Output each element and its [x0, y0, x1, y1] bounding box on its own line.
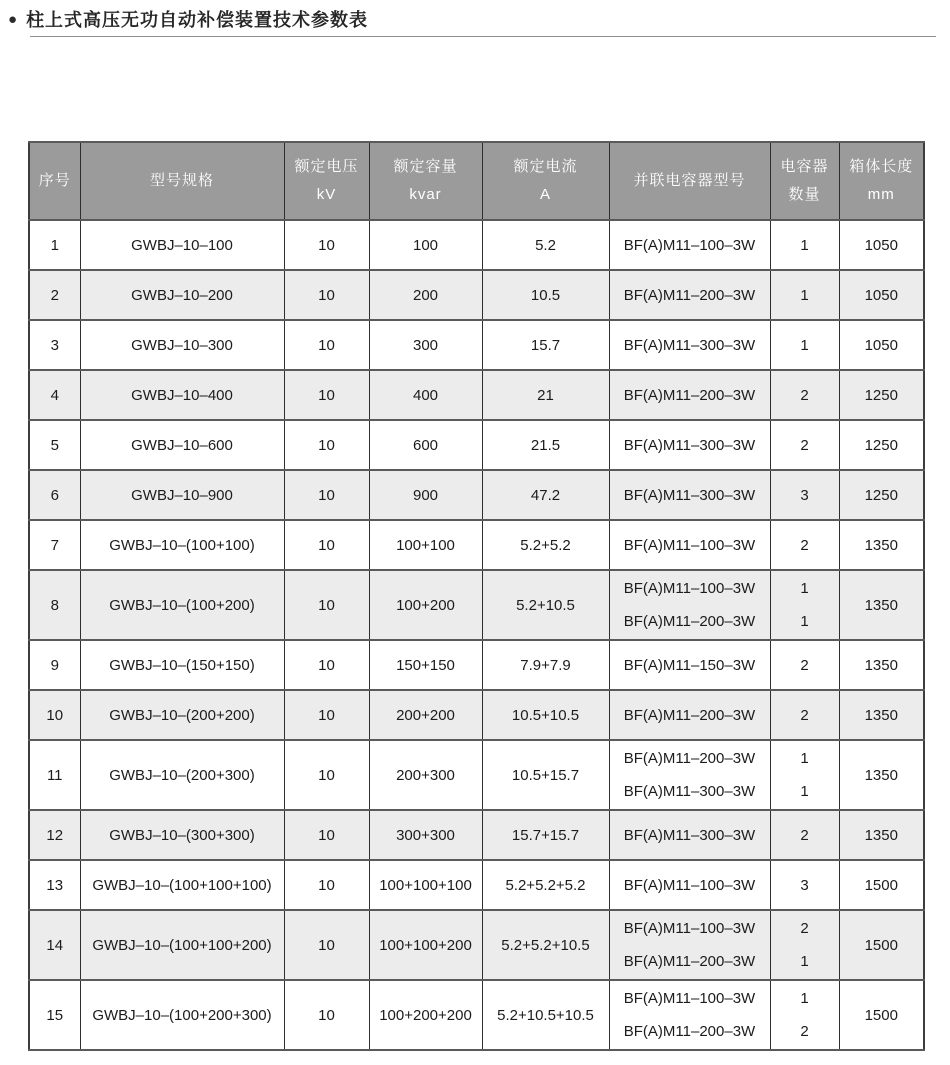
cell-box-length: 1050 — [839, 270, 924, 320]
cell-rated-capacity: 100+200 — [369, 570, 482, 640]
cell-serial-number: 14 — [29, 910, 80, 980]
cell-capacitor-quantity: 3 — [770, 860, 839, 910]
cell-model: GWBJ–10–(200+300) — [80, 740, 284, 810]
cell-rated-voltage: 10 — [284, 980, 369, 1050]
cell-serial-number: 3 — [29, 320, 80, 370]
cell-rated-capacity: 150+150 — [369, 640, 482, 690]
cell-capacitor-quantity: 1 1 — [770, 740, 839, 810]
cell-box-length: 1250 — [839, 470, 924, 520]
cell-capacitor-quantity: 2 — [770, 520, 839, 570]
cell-serial-number: 9 — [29, 640, 80, 690]
cell-rated-current: 10.5+15.7 — [482, 740, 609, 810]
cell-model: GWBJ–10–(100+100+200) — [80, 910, 284, 980]
table-row — [29, 220, 924, 270]
cell-rated-voltage: 10 — [284, 420, 369, 470]
cell-model: GWBJ–10–(100+100+100) — [80, 860, 284, 910]
cell-capacitor-model: BF(A)M11–200–3W — [609, 270, 770, 320]
column-header: 额定电压 kV — [284, 142, 369, 220]
cell-capacitor-quantity: 1 — [770, 270, 839, 320]
cell-box-length: 1350 — [839, 740, 924, 810]
cell-rated-current: 5.2+5.2+10.5 — [482, 910, 609, 980]
cell-rated-capacity: 100 — [369, 220, 482, 270]
table-row — [29, 470, 924, 520]
cell-capacitor-quantity: 3 — [770, 470, 839, 520]
cell-rated-voltage: 10 — [284, 690, 369, 740]
bullet-icon: ● — [8, 10, 18, 28]
cell-capacitor-model: BF(A)M11–100–3W BF(A)M11–200–3W — [609, 980, 770, 1050]
cell-model: GWBJ–10–100 — [80, 220, 284, 270]
cell-capacitor-model: BF(A)M11–200–3W BF(A)M11–300–3W — [609, 740, 770, 810]
cell-rated-current: 21 — [482, 370, 609, 420]
cell-rated-voltage: 10 — [284, 320, 369, 370]
cell-rated-current: 15.7+15.7 — [482, 810, 609, 860]
cell-rated-capacity: 100+100+100 — [369, 860, 482, 910]
cell-serial-number: 7 — [29, 520, 80, 570]
cell-rated-capacity: 600 — [369, 420, 482, 470]
cell-rated-capacity: 300+300 — [369, 810, 482, 860]
cell-rated-voltage: 10 — [284, 370, 369, 420]
cell-capacitor-model: BF(A)M11–300–3W — [609, 470, 770, 520]
cell-model: GWBJ–10–(200+200) — [80, 690, 284, 740]
cell-box-length: 1500 — [839, 910, 924, 980]
cell-rated-capacity: 900 — [369, 470, 482, 520]
cell-rated-current: 5.2+5.2+5.2 — [482, 860, 609, 910]
cell-capacitor-quantity: 2 — [770, 690, 839, 740]
cell-rated-voltage: 10 — [284, 470, 369, 520]
cell-rated-voltage: 10 — [284, 860, 369, 910]
cell-serial-number: 8 — [29, 570, 80, 640]
cell-serial-number: 15 — [29, 980, 80, 1050]
cell-rated-voltage: 10 — [284, 520, 369, 570]
cell-model: GWBJ–10–(100+200+300) — [80, 980, 284, 1050]
cell-box-length: 1500 — [839, 860, 924, 910]
cell-rated-capacity: 200+300 — [369, 740, 482, 810]
cell-rated-capacity: 100+200+200 — [369, 980, 482, 1050]
cell-capacitor-quantity: 1 — [770, 220, 839, 270]
column-header: 并联电容器型号 — [609, 142, 770, 220]
column-header: 额定容量 kvar — [369, 142, 482, 220]
table-head-row — [29, 142, 924, 220]
cell-rated-current: 21.5 — [482, 420, 609, 470]
cell-capacitor-quantity: 1 1 — [770, 570, 839, 640]
cell-rated-capacity: 400 — [369, 370, 482, 420]
cell-rated-voltage: 10 — [284, 570, 369, 640]
cell-serial-number: 11 — [29, 740, 80, 810]
table-row — [29, 640, 924, 690]
cell-capacitor-model: BF(A)M11–200–3W — [609, 690, 770, 740]
cell-box-length: 1350 — [839, 520, 924, 570]
table-row — [29, 690, 924, 740]
table-row — [29, 320, 924, 370]
cell-capacitor-quantity: 2 — [770, 420, 839, 470]
cell-capacitor-model: BF(A)M11–100–3W — [609, 520, 770, 570]
cell-box-length: 1050 — [839, 320, 924, 370]
column-header: 电容器 数量 — [770, 142, 839, 220]
cell-capacitor-model: BF(A)M11–100–3W — [609, 860, 770, 910]
cell-box-length: 1350 — [839, 640, 924, 690]
title-bar — [0, 0, 950, 32]
cell-serial-number: 4 — [29, 370, 80, 420]
cell-rated-capacity: 300 — [369, 320, 482, 370]
cell-capacitor-quantity: 2 — [770, 640, 839, 690]
cell-capacitor-quantity: 1 — [770, 320, 839, 370]
cell-rated-current: 10.5 — [482, 270, 609, 320]
cell-rated-current: 5.2+10.5+10.5 — [482, 980, 609, 1050]
cell-rated-voltage: 10 — [284, 910, 369, 980]
cell-rated-current: 47.2 — [482, 470, 609, 520]
cell-rated-capacity: 100+100 — [369, 520, 482, 570]
cell-rated-capacity: 200 — [369, 270, 482, 320]
cell-capacitor-model: BF(A)M11–300–3W — [609, 320, 770, 370]
cell-rated-capacity: 100+100+200 — [369, 910, 482, 980]
cell-rated-capacity: 200+200 — [369, 690, 482, 740]
table-row — [29, 370, 924, 420]
cell-serial-number: 2 — [29, 270, 80, 320]
cell-serial-number: 10 — [29, 690, 80, 740]
page-title: 柱上式高压无功自动补偿装置技术参数表 — [26, 10, 369, 30]
cell-model: GWBJ–10–(150+150) — [80, 640, 284, 690]
cell-model: GWBJ–10–400 — [80, 370, 284, 420]
cell-serial-number: 13 — [29, 860, 80, 910]
cell-rated-current: 5.2+5.2 — [482, 520, 609, 570]
table-wrap — [28, 141, 923, 1051]
cell-capacitor-model: BF(A)M11–300–3W — [609, 810, 770, 860]
cell-serial-number: 5 — [29, 420, 80, 470]
cell-serial-number: 6 — [29, 470, 80, 520]
column-header: 箱体长度 mm — [839, 142, 924, 220]
cell-model: GWBJ–10–300 — [80, 320, 284, 370]
cell-model: GWBJ–10–900 — [80, 470, 284, 520]
cell-capacitor-model: BF(A)M11–100–3W BF(A)M11–200–3W — [609, 910, 770, 980]
table-row — [29, 910, 924, 980]
cell-capacitor-quantity: 2 1 — [770, 910, 839, 980]
table-row — [29, 810, 924, 860]
cell-serial-number: 1 — [29, 220, 80, 270]
cell-rated-voltage: 10 — [284, 640, 369, 690]
cell-box-length: 1350 — [839, 570, 924, 640]
cell-box-length: 1500 — [839, 980, 924, 1050]
table-row — [29, 270, 924, 320]
cell-model: GWBJ–10–600 — [80, 420, 284, 470]
cell-rated-current: 7.9+7.9 — [482, 640, 609, 690]
table-row — [29, 570, 924, 640]
cell-box-length: 1350 — [839, 810, 924, 860]
table-row — [29, 860, 924, 910]
column-header: 额定电流 A — [482, 142, 609, 220]
title-divider — [30, 36, 936, 37]
cell-serial-number: 12 — [29, 810, 80, 860]
cell-rated-voltage: 10 — [284, 810, 369, 860]
cell-box-length: 1250 — [839, 420, 924, 470]
cell-rated-current: 5.2+10.5 — [482, 570, 609, 640]
table-row — [29, 740, 924, 810]
cell-box-length: 1050 — [839, 220, 924, 270]
cell-rated-voltage: 10 — [284, 740, 369, 810]
table-row — [29, 520, 924, 570]
cell-capacitor-model: BF(A)M11–100–3W — [609, 220, 770, 270]
cell-capacitor-model: BF(A)M11–200–3W — [609, 370, 770, 420]
column-header: 型号规格 — [80, 142, 284, 220]
column-header: 序号 — [29, 142, 80, 220]
cell-capacitor-model: BF(A)M11–150–3W — [609, 640, 770, 690]
table-body — [29, 220, 924, 1050]
cell-capacitor-quantity: 2 — [770, 810, 839, 860]
cell-rated-current: 5.2 — [482, 220, 609, 270]
cell-capacitor-quantity: 1 2 — [770, 980, 839, 1050]
cell-model: GWBJ–10–(100+100) — [80, 520, 284, 570]
cell-box-length: 1250 — [839, 370, 924, 420]
cell-model: GWBJ–10–200 — [80, 270, 284, 320]
cell-rated-voltage: 10 — [284, 220, 369, 270]
cell-rated-voltage: 10 — [284, 270, 369, 320]
cell-capacitor-model: BF(A)M11–300–3W — [609, 420, 770, 470]
table-row — [29, 420, 924, 470]
cell-capacitor-quantity: 2 — [770, 370, 839, 420]
cell-model: GWBJ–10–(100+200) — [80, 570, 284, 640]
cell-rated-current: 10.5+10.5 — [482, 690, 609, 740]
cell-model: GWBJ–10–(300+300) — [80, 810, 284, 860]
cell-capacitor-model: BF(A)M11–100–3W BF(A)M11–200–3W — [609, 570, 770, 640]
parameters-table — [28, 141, 925, 1051]
table-row — [29, 980, 924, 1050]
cell-rated-current: 15.7 — [482, 320, 609, 370]
cell-box-length: 1350 — [839, 690, 924, 740]
